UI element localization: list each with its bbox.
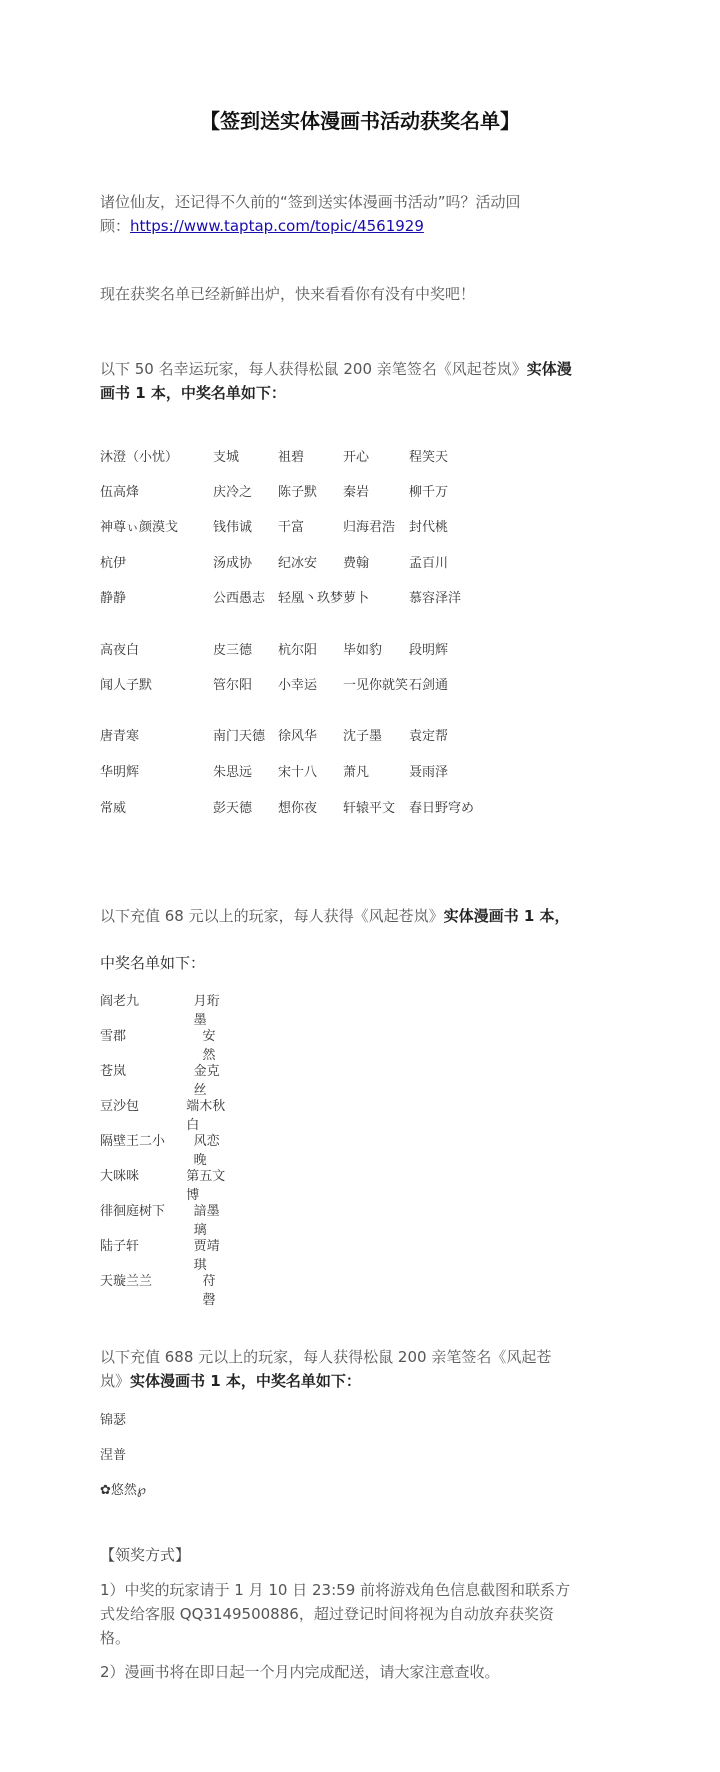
winner-name: 静静	[100, 591, 127, 606]
winner-name: 宋十八	[278, 765, 318, 780]
winner-name: 徘徊庭树下	[100, 1204, 166, 1219]
topic-link[interactable]: https://www.taptap.com/topic/4561929	[130, 217, 424, 235]
claim-item-1-line-2: 式发给客服 QQ3149500886，超过登记时间将视为自动放弃获奖资	[100, 1605, 554, 1623]
winner-name: 豆沙包	[100, 1099, 140, 1114]
section2-intro	[100, 904, 610, 928]
winner-name: 常威	[100, 801, 127, 816]
section3-line-2	[100, 1369, 610, 1393]
table-row	[100, 1095, 226, 1133]
winner-name: 华明辉	[100, 765, 140, 780]
winner-name: 轻凰丶玖梦	[278, 591, 344, 606]
winner-name: 慕容泽洋	[409, 591, 462, 606]
table-row	[100, 1200, 226, 1238]
table-row	[100, 990, 226, 1028]
intro-line-2	[100, 214, 610, 238]
winner-name: 高夜白	[100, 643, 140, 658]
winner-name: 苻磬	[202, 1274, 216, 1308]
claim-item-1-line-1: 1）中奖的玩家请于 1 月 10 日 23:59 前将游戏角色信息截图和联系方	[100, 1581, 571, 1599]
winner-name: 彭天德	[213, 801, 253, 816]
intro-line-1: 诸位仙友，还记得不久前的“签到送实体漫画书活动”吗？活动回	[100, 193, 521, 211]
intro-prefix: 顾：	[100, 217, 131, 235]
winner-name: 皮三德	[213, 643, 253, 658]
section1-text: 以下 50 名幸运玩家，每人获得松鼠 200 亲笔签名《风起苍岚》	[100, 360, 527, 378]
winner-name: 贾靖琪	[193, 1239, 220, 1273]
winner-name: 苍岚	[100, 1064, 127, 1079]
table-row	[100, 1025, 226, 1063]
table-row	[100, 799, 479, 819]
section2-text: 以下充值 68 元以上的玩家，每人获得《风起苍岚》	[100, 907, 444, 925]
table-row	[100, 1165, 226, 1203]
page-title: 【签到送实体漫画书活动获奖名单】	[200, 109, 520, 133]
table-row	[100, 641, 479, 661]
winner-name: 汤成协	[213, 556, 253, 571]
winner-name: 管尔阳	[213, 678, 253, 693]
table-row	[100, 589, 479, 609]
winner-name: 开心	[343, 450, 370, 465]
winner-name: 风恋晚	[193, 1134, 220, 1168]
winner-name: ✿悠然℘	[100, 1483, 146, 1498]
winner-name: 封代桃	[409, 520, 449, 535]
winner-name: 沈子墨	[343, 729, 383, 744]
winner-name: 伍高烽	[100, 485, 140, 500]
section1-bold-2: 画书 1 本，中奖名单如下：	[100, 384, 286, 402]
winner-name: 聂雨泽	[409, 765, 449, 780]
winner-name: 天璇兰兰	[100, 1274, 153, 1289]
winner-name: 隔壁王二小	[100, 1134, 166, 1149]
winner-name: 支城	[213, 450, 240, 465]
winner-name: 钱伟诚	[213, 520, 253, 535]
winner-name: 杭伊	[100, 556, 127, 571]
winner-name: 陆子轩	[100, 1239, 140, 1254]
winner-name: 涅普	[100, 1448, 127, 1463]
winner-name: 一见你就笑	[343, 678, 409, 693]
winner-name: 春日野穹め	[409, 801, 475, 816]
winner-name: 祖碧	[278, 450, 305, 465]
winner-name: 石剑通	[409, 678, 449, 693]
winner-name: 第五文博	[186, 1169, 226, 1203]
winner-name: 端木秋白	[186, 1099, 226, 1133]
winner-name: 神尊ぃ颜漠戈	[100, 520, 179, 535]
winner-name: 干富	[278, 520, 305, 535]
table-row	[100, 554, 479, 574]
claim-item-1-line-3: 格。	[100, 1629, 131, 1647]
winner-name: 阎老九	[100, 994, 140, 1009]
winner-name: 段明辉	[409, 643, 449, 658]
winner-name: 金克丝	[193, 1064, 220, 1098]
table-row	[100, 1130, 226, 1168]
winner-name: 萝卜	[343, 591, 370, 606]
winner-name: 袁定帮	[409, 729, 449, 744]
table-row	[100, 1060, 226, 1098]
winner-name: 秦岩	[343, 485, 370, 500]
winner-name: 杭尔阳	[278, 643, 318, 658]
section3-line-1: 以下充值 688 元以上的玩家，每人获得松鼠 200 亲笔签名《风起苍	[100, 1348, 552, 1366]
winner-name: 萧凡	[343, 765, 370, 780]
announce-paragraph: 现在获奖名单已经新鲜出炉，快来看看你有没有中奖吧！	[100, 285, 476, 303]
winner-name: 轩辕平文	[343, 801, 396, 816]
section2-bold: 实体漫画书 1 本，	[443, 907, 570, 925]
winner-name: 庆冷之	[213, 485, 253, 500]
section1-bold-1: 实体漫	[526, 360, 572, 378]
table-row	[100, 727, 479, 747]
winner-name: 南门天德	[213, 729, 266, 744]
winner-name: 雪郡	[100, 1029, 127, 1044]
winner-name: 锦瑟	[100, 1413, 127, 1428]
section3-text: 岚》	[100, 1372, 131, 1390]
winner-name: 孟百川	[409, 556, 449, 571]
winner-name: 月珩墨	[193, 994, 220, 1028]
intro-paragraph	[100, 190, 610, 238]
table-row	[100, 483, 479, 503]
winner-name: 沐澄（小忧）	[100, 450, 179, 465]
table-row	[100, 676, 479, 696]
winner-name: 唐青寒	[100, 729, 140, 744]
section2-subtitle: 中奖名单如下：	[100, 954, 206, 972]
table-row	[100, 1270, 226, 1308]
winner-name: 柳千万	[409, 485, 449, 500]
winner-name: 毕如豹	[343, 643, 383, 658]
table-row	[100, 763, 479, 783]
table-row	[100, 518, 479, 538]
winner-name: 纪冰安	[278, 556, 318, 571]
winner-name: 程笑天	[409, 450, 449, 465]
winner-name: 小幸运	[278, 678, 318, 693]
winner-name: 大咪咪	[100, 1169, 140, 1184]
winner-name: 安然	[202, 1029, 216, 1063]
winner-name: 费翰	[343, 556, 370, 571]
winner-name: 闻人子默	[100, 678, 153, 693]
table-row	[100, 448, 479, 468]
winner-name: 朱思远	[213, 765, 253, 780]
winner-name: 想你夜	[278, 801, 318, 816]
winner-name: 徐风华	[278, 729, 318, 744]
winner-name: 归海君浩	[343, 520, 396, 535]
section3-bold: 实体漫画书 1 本，中奖名单如下：	[130, 1372, 361, 1390]
claim-header: 【领奖方式】	[100, 1546, 191, 1564]
winner-name: 諳墨璃	[193, 1204, 220, 1238]
table-row	[100, 1235, 226, 1273]
claim-item-2: 2）漫画书将在即日起一个月内完成配送，请大家注意查收。	[100, 1663, 500, 1681]
section1-intro	[100, 357, 610, 405]
section3-intro	[100, 1345, 610, 1393]
winner-name: 公西愚志	[213, 591, 266, 606]
winner-name: 陈子默	[278, 485, 318, 500]
claim-item-1	[100, 1578, 610, 1650]
